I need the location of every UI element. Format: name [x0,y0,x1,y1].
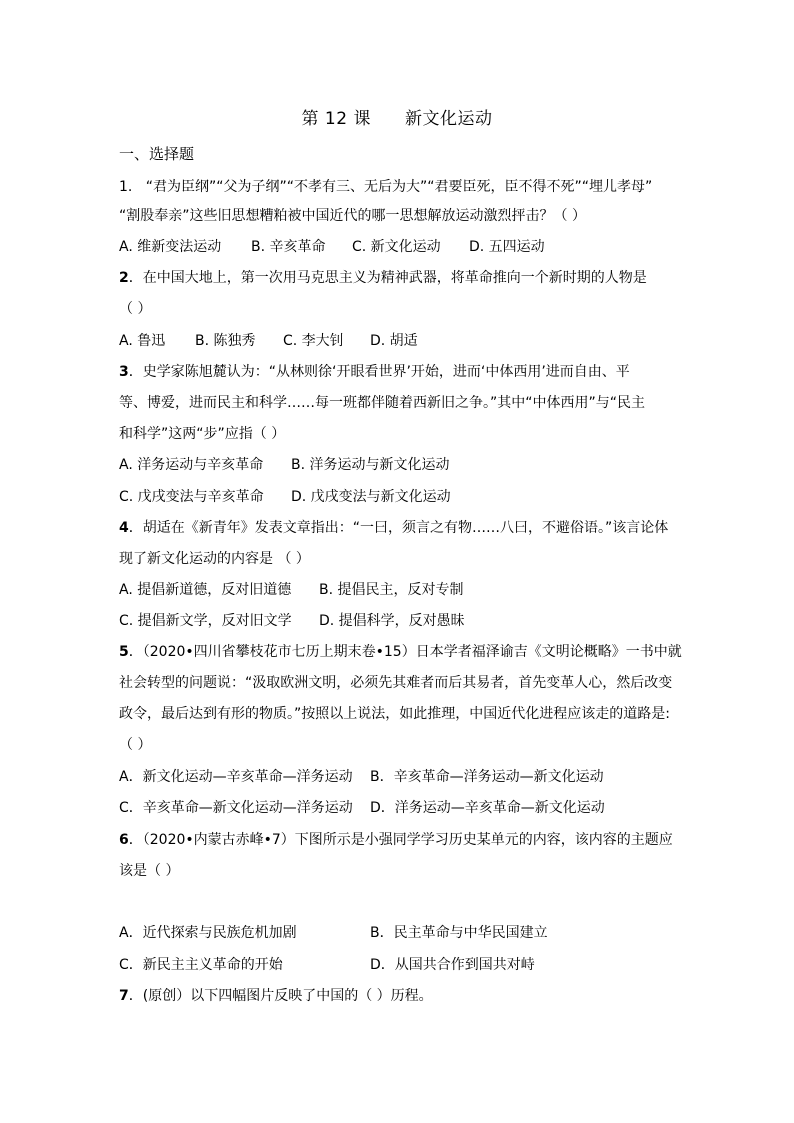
question-7-line-1: 7．(原创）以下四幅图片反映了中国的（ ）历程。 [119,988,433,1004]
question-5-line-2: 社会转型的问题说：“汲取欧洲文明，必须先其难者而后其易者，首先变革人心，然后改变 [119,675,673,691]
question-1-line-1: 1. “君为臣纲”“父为子纲”“不孝有三、无后为大”“君要臣死，臣不得不死”“埋儿孝母” [119,179,653,195]
option-b[interactable]: B. 洋务运动与新文化运动 [291,457,450,473]
question-5-options-row-1 [119,767,604,787]
option-b[interactable]: B. 陈独秀 [195,333,256,349]
option-d[interactable]: D. 提倡科学，反对愚昧 [319,613,465,629]
question-5-line-3: 政令，最后达到有形的物质。”按照以上说法，如此推理，中国近代化进程应该走的道路是: [119,706,670,722]
question-2-line-2: （ ） [119,301,152,317]
section-heading: 一、选择题 [119,145,195,163]
option-c[interactable]: C．辛亥革命—新文化运动—洋务运动 [119,800,353,816]
question-6-options-row-2 [119,955,535,975]
option-a[interactable]: A. 洋务运动与辛亥革命 [119,457,264,473]
option-d[interactable]: D. 五四运动 [469,239,545,255]
question-3-line-3: 和科学”这两“步”应指（ ） [119,426,286,442]
option-a[interactable]: A．新文化运动—辛亥革命—洋务运动 [119,769,353,785]
option-d[interactable]: D．洋务运动—辛亥革命—新文化运动 [370,800,605,816]
lesson-number: 第 12 课 [301,109,371,129]
lesson-name: 新文化运动 [404,109,493,129]
option-d[interactable]: D. 胡适 [370,333,418,349]
question-2-options [119,331,418,351]
question-1-line-2: “割股奉亲”这些旧思想糟粕被中国近代的哪一思想解放运动激烈抨击？（ ） [119,208,586,224]
option-c[interactable]: C. 提倡新文学，反对旧文学 [119,613,292,629]
question-4-options-row-1 [119,580,464,600]
question-6-line-1: 6．（2020•内蒙古赤峰•7）下图所示是小强同学学习历史某单元的内容，该内容的主题应 [119,832,673,848]
option-a[interactable]: A. 维新变法运动 [119,239,222,255]
question-1-options [119,237,545,257]
question-3-options-row-1 [119,455,450,475]
option-d[interactable]: D. 戊戌变法与新文化运动 [291,489,451,505]
option-d[interactable]: D．从国共合作到国共对峙 [370,957,535,973]
option-b[interactable]: B. 提倡民主，反对专制 [319,582,464,598]
question-5-options-row-2 [119,798,605,818]
option-b[interactable]: B．民主革命与中华民国建立 [370,925,548,941]
question-6-options-row-1 [119,923,548,943]
option-a[interactable]: A. 提倡新道德，反对旧道德 [119,582,292,598]
option-c[interactable]: C. 新文化运动 [352,239,441,255]
question-3-options-row-2 [119,487,451,507]
question-6-line-2: 该是（ ） [119,863,180,879]
question-4-line-1: 4．胡适在《新青年》发表文章指出：“一曰，须言之有物……八曰，不避俗语。”该言论体 [119,520,669,536]
page-title [0,104,794,129]
option-b[interactable]: B. 辛亥革命 [251,239,326,255]
option-c[interactable]: C．新民主主义革命的开始 [119,957,283,973]
question-5-line-1: 5．（2020•四川省攀枝花市七历上期末卷•15）日本学者福泽谕吉《文明论概略》一书中就 [119,644,682,660]
option-c[interactable]: C. 李大钊 [283,333,344,349]
question-5-line-4: （ ） [119,737,152,753]
question-3-line-2: 等、博爱，进而民主和科学……每一班都伴随着西新旧之争。”其中“中体西用”与“民主 [119,395,646,411]
option-a[interactable]: A．近代探索与民族危机加剧 [119,925,297,941]
option-b[interactable]: B．辛亥革命—洋务运动—新文化运动 [370,769,604,785]
question-4-options-row-2 [119,611,465,631]
option-c[interactable]: C. 戊戌变法与辛亥革命 [119,489,264,505]
question-2-line-1: 2．在中国大地上，第一次用马克思主义为精神武器，将革命推向一个新时期的人物是 [119,270,647,286]
question-3-line-1: 3．史学家陈旭麓认为：“从林则徐‘开眼看世界’开始，进而‘中体西用’进而自由、平 [119,364,630,380]
question-4-line-2: 现了新文化运动的内容是 （ ） [119,551,310,567]
option-a[interactable]: A. 鲁迅 [119,333,166,349]
